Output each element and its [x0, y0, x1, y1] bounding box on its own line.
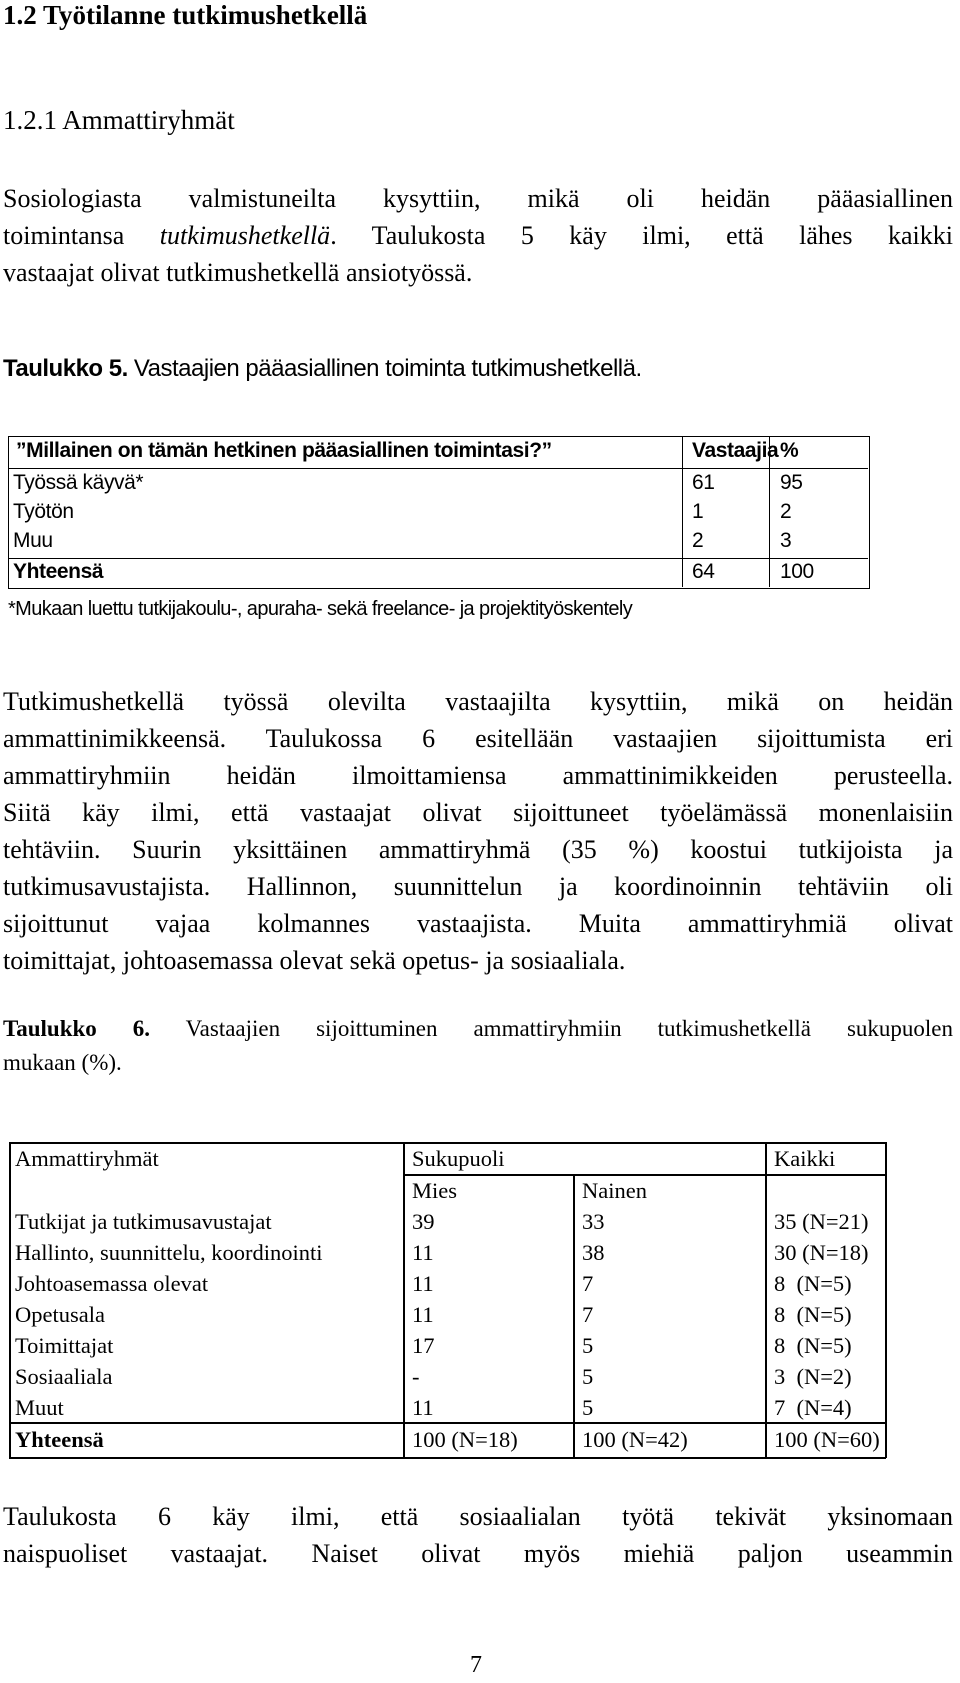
table6-row-men: 11	[412, 1395, 434, 1420]
table6-women-header: Nainen	[582, 1178, 647, 1203]
table6-row-group: Hallinto, suunnittelu, koordinointi	[15, 1240, 323, 1265]
table6-row-women: 7	[582, 1271, 594, 1296]
table6-row-men: 11	[412, 1271, 434, 1296]
table5-percent-header: %	[780, 439, 799, 462]
table6-total-women: 100 (N=42)	[582, 1427, 688, 1452]
table5-caption-text: Vastaajien pääasiallinen toiminta tutkimushetkellä.	[127, 355, 642, 382]
paragraph-line: sijoittunut vajaa kolmannes vastaajista. Muita ammattiryhmiä olivat	[3, 909, 953, 938]
table6-gender-header: Sukupuoli	[412, 1146, 505, 1171]
table5-row-pct: 2	[780, 500, 792, 523]
table6-rule	[9, 1142, 886, 1144]
section-heading: 1.2 Työtilanne tutkimushetkellä	[3, 0, 368, 30]
paragraph-line: toimintansa tutkimushetkellä. Taulukosta 5 käy ilmi, että lähes kaikki	[3, 221, 953, 250]
table6-row-group: Tutkijat ja tutkimusavustajat	[15, 1209, 272, 1234]
intro-paragraph	[3, 180, 953, 291]
table5-row-label: Työtön	[13, 500, 74, 523]
table6-row-men: 17	[412, 1333, 435, 1358]
table6-row-all: 8 (N=5)	[774, 1271, 852, 1296]
table5-caption-label: Taulukko 5.	[3, 355, 128, 382]
table5-row-pct: 3	[780, 529, 792, 552]
paragraph-line: naispuoliset vastaajat. Naiset olivat myös miehiä paljon useammin	[3, 1539, 953, 1568]
table6-row-all: 8 (N=5)	[774, 1333, 852, 1358]
table6-row-group: Sosiaaliala	[15, 1364, 113, 1389]
table6-row-women: 38	[582, 1240, 605, 1265]
table6-men-header: Mies	[412, 1178, 457, 1203]
table6-rule	[765, 1142, 767, 1458]
table5-row-n: 61	[692, 471, 715, 494]
table5-total-n: 64	[692, 560, 715, 583]
subsection-heading: 1.2.1 Ammattiryhmät	[3, 105, 235, 135]
table6-row-group: Muut	[15, 1395, 64, 1420]
table6-row-women: 33	[582, 1209, 605, 1234]
table6-row-all: 8 (N=5)	[774, 1302, 852, 1327]
body-paragraph	[3, 683, 953, 979]
paragraph-line: vastaajat olivat tutkimushetkellä ansiotyössä.	[3, 258, 473, 287]
table6-row-women: 5	[582, 1364, 594, 1389]
table6-row-men: -	[412, 1364, 420, 1389]
table6-rule	[403, 1142, 405, 1458]
paragraph-line: ammattinimikkeensä. Taulukossa 6 esitellään vastaajien sijoittumista eri	[3, 724, 953, 753]
table6-row-men: 39	[412, 1209, 435, 1234]
table6-total-men: 100 (N=18)	[412, 1427, 518, 1452]
table5-total-pct: 100	[780, 560, 814, 583]
table6-total-group: Yhteensä	[15, 1427, 104, 1452]
table5-row-n: 1	[692, 500, 704, 523]
table5-divider	[682, 436, 683, 587]
table6-row-all: 30 (N=18)	[774, 1240, 869, 1265]
table6-rule	[765, 1174, 886, 1176]
table5-divider	[8, 558, 868, 559]
table6-row-men: 11	[412, 1240, 434, 1265]
table6-row-all: 7 (N=4)	[774, 1395, 852, 1420]
table6-rule	[573, 1174, 575, 1458]
paragraph-line: Sosiologiasta valmistuneilta kysyttiin, mikä oli heidän pääasiallinen	[3, 184, 953, 213]
page-number: 7	[470, 1652, 482, 1678]
table6-row-group: Toimittajat	[15, 1333, 114, 1358]
caption-line: mukaan (%).	[3, 1050, 122, 1075]
table6-total-all: 100 (N=60)	[774, 1427, 880, 1452]
closing-paragraph	[3, 1498, 953, 1572]
table6-rule	[9, 1457, 886, 1459]
table5-divider	[8, 468, 868, 469]
paragraph-line: Tutkimushetkellä työssä olevilta vastaajilta kysyttiin, mikä on heidän	[3, 687, 953, 716]
table6-row-group: Opetusala	[15, 1302, 105, 1327]
table5	[8, 436, 888, 596]
table5-row-label: Muu	[13, 529, 53, 552]
table6-caption	[3, 1012, 953, 1080]
paragraph-line: tehtäviin. Suurin yksittäinen ammattiryhmä (35 %) koostui tutkijoista ja	[3, 835, 953, 864]
table6-row-women: 5	[582, 1395, 594, 1420]
paragraph-line: toimittajat, johtoasemassa olevat sekä opetus- ja sosiaaliala.	[3, 946, 626, 975]
table6-row-all: 3 (N=2)	[774, 1364, 852, 1389]
table6-caption-label: Taulukko 6.	[3, 1016, 151, 1041]
table6-rule	[885, 1142, 887, 1458]
table5-row-label: Työssä käyvä*	[13, 471, 144, 494]
table6-rule	[403, 1174, 765, 1176]
table5-row-pct: 95	[780, 471, 803, 494]
table5-row-n: 2	[692, 529, 704, 552]
table6-row-women: 5	[582, 1333, 594, 1358]
paragraph-line: Siitä käy ilmi, että vastaajat olivat sijoittuneet työelämässä monenlaisiin	[3, 798, 953, 827]
table5-footnote: *Mukaan luettu tutkijakoulu-, apuraha- sekä freelance- ja projektityöskentely	[8, 598, 633, 620]
paragraph-line: Taulukosta 6 käy ilmi, että sosiaalialan työtä tekivät yksinomaan	[3, 1502, 953, 1531]
table6-row-all: 35 (N=21)	[774, 1209, 869, 1234]
table6-rule	[9, 1142, 11, 1458]
table6-row-men: 11	[412, 1302, 434, 1327]
table6-row-group: Johtoasemassa olevat	[15, 1271, 209, 1296]
table6-all-header: Kaikki	[774, 1146, 836, 1171]
caption-line: Taulukko 6. Vastaajien sijoittuminen ammattiryhmiin tutkimushetkellä sukupuolen	[3, 1016, 953, 1041]
table5-respondents-header: Vastaajia	[692, 439, 779, 462]
paragraph-line: ammattiryhmiin heidän ilmoittamiensa ammattinimikkeiden perusteella.	[3, 761, 953, 790]
table5-caption	[3, 355, 642, 383]
emphasized-word: tutkimushetkellä	[159, 221, 331, 250]
table6-rule	[9, 1422, 886, 1424]
table6	[9, 1142, 889, 1459]
table5-question-header: ”Millainen on tämän hetkinen pääasiallinen toimintasi?”	[16, 439, 552, 462]
table5-total-label: Yhteensä	[13, 560, 104, 583]
paragraph-line: tutkimusavustajista. Hallinnon, suunnittelun ja koordinoinnin tehtäviin oli	[3, 872, 953, 901]
table6-row-women: 7	[582, 1302, 594, 1327]
table6-group-header: Ammattiryhmät	[15, 1146, 159, 1171]
